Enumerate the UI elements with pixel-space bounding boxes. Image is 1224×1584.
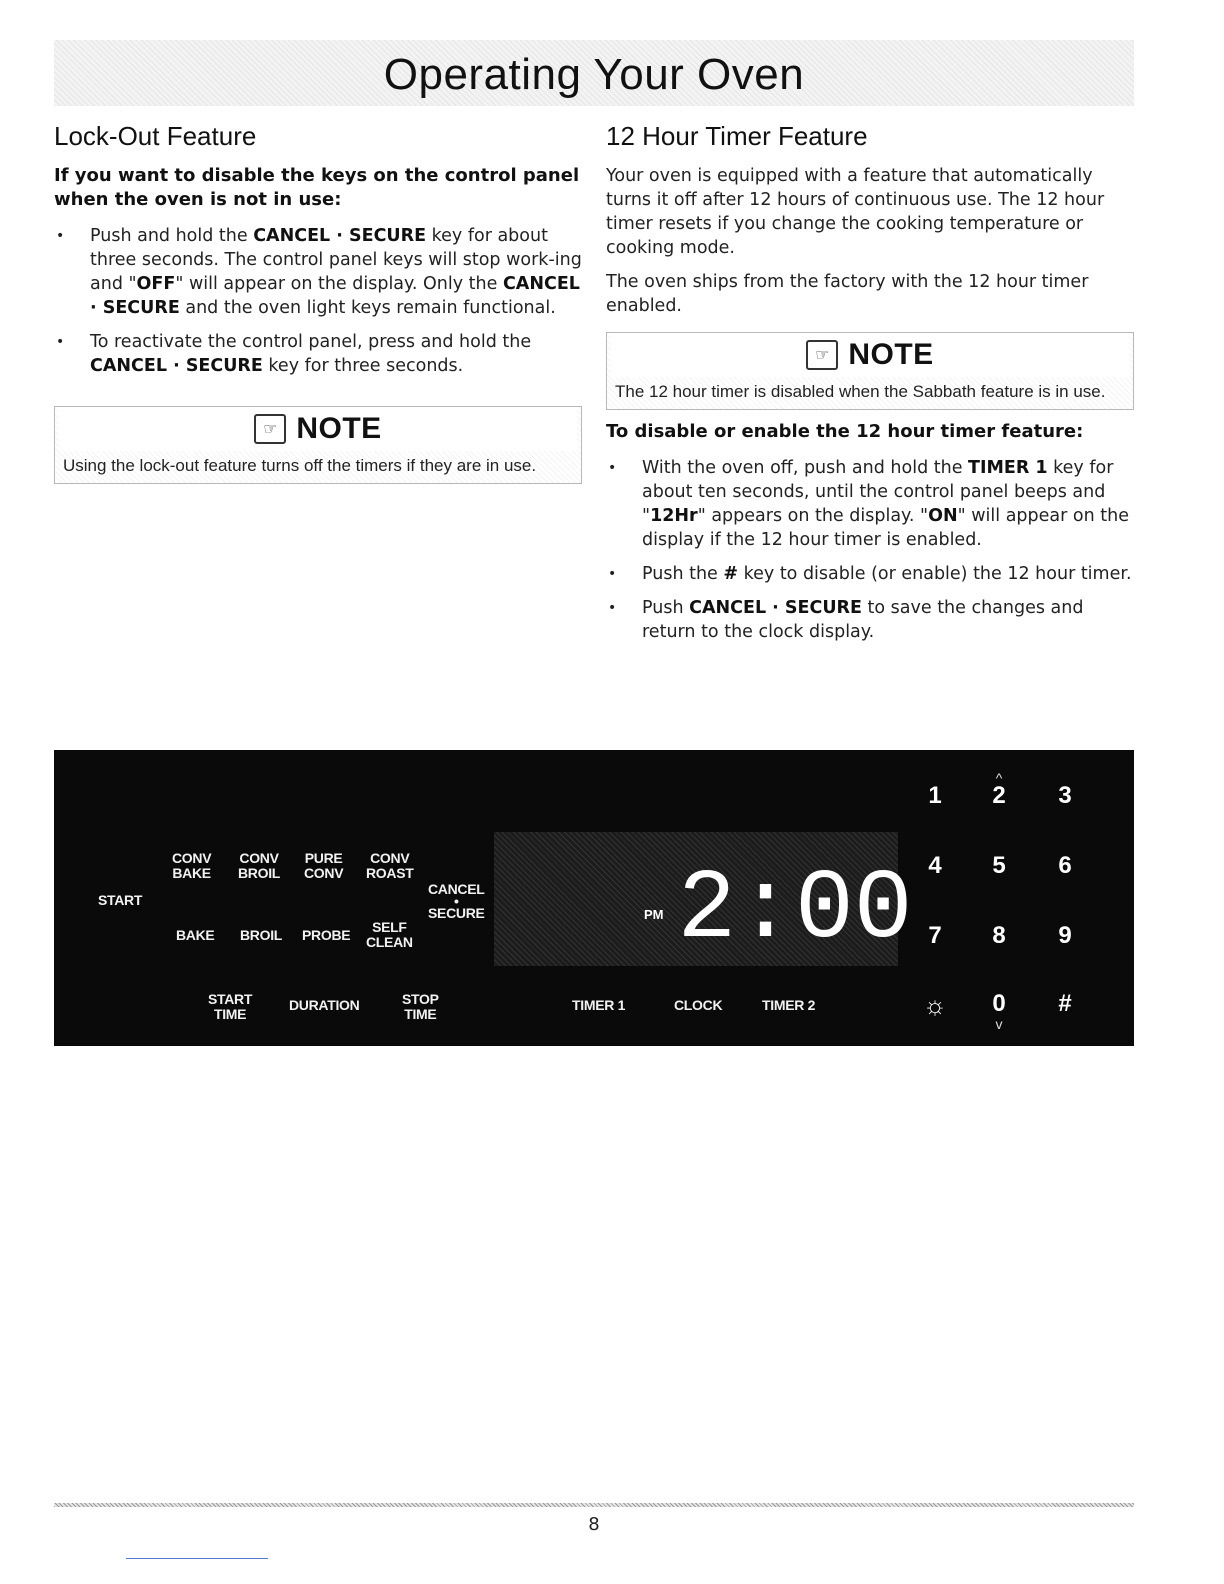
key-8[interactable]: 8 xyxy=(992,922,1006,949)
note-hand-icon: ☞ xyxy=(254,414,286,444)
lockout-section xyxy=(54,118,582,475)
clock-key[interactable]: CLOCK xyxy=(674,997,723,1013)
lockout-lead: If you want to disable the keys on the control panel when the oven is not in use: xyxy=(54,165,580,210)
light-bulb-icon[interactable]: ☼ xyxy=(923,990,947,1020)
timer12-section xyxy=(606,118,1134,654)
note-text: The 12 hour timer is disabled when the Sabbath feature is in use. xyxy=(615,382,1106,401)
key-2[interactable]: 2 xyxy=(992,782,1006,809)
probe-key[interactable]: PROBE xyxy=(302,927,351,943)
key-4[interactable]: 4 xyxy=(928,852,942,879)
time-readout xyxy=(677,848,913,966)
lockout-step-1: • Push and hold the CANCEL · SECURE key for about three seconds. The control panel keys will stop work-ing and "OFF" will appear on the display. Only the CANCEL · SECURE and the oven light keys remain functional. xyxy=(54,224,582,320)
oven-control-panel xyxy=(54,750,1134,1046)
title-banner xyxy=(54,40,1134,106)
conv-roast-key[interactable]: CONV ROAST xyxy=(366,850,414,881)
pm-indicator: PM xyxy=(644,907,664,922)
lockout-step-2: • To reactivate the control panel, press and hold the CANCEL · SECURE key for three seconds. xyxy=(54,330,582,378)
timer2-key[interactable]: TIMER 2 xyxy=(762,997,816,1013)
broil-key[interactable]: BROIL xyxy=(240,927,283,943)
note-text: Using the lock-out feature turns off the timers if they are in use. xyxy=(63,456,537,475)
key-3[interactable]: 3 xyxy=(1058,782,1072,809)
timer12-paragraph-1: Your oven is equipped with a feature that automatically turns it off after 12 hours of continuous use. The 12 hour timer resets if you change the cooking temperature or cooking mode. xyxy=(606,166,1105,258)
key-6[interactable]: 6 xyxy=(1058,852,1072,879)
footer-rule xyxy=(54,1503,1134,1507)
timer1-key[interactable]: TIMER 1 xyxy=(572,997,626,1013)
key-9[interactable]: 9 xyxy=(1058,922,1072,949)
stop-time-key[interactable]: STOP TIME xyxy=(402,991,439,1022)
timer12-heading: 12 Hour Timer Feature xyxy=(606,121,868,151)
pure-conv-key[interactable]: PURE CONV xyxy=(304,850,344,881)
timer12-step-1: • With the oven off, push and hold the TIMER 1 key for about ten seconds, until the control panel beeps and "12Hr" appears on the display. "ON" will appear on the display if the 12 hour timer is enabled. xyxy=(606,456,1134,552)
self-clean-key[interactable]: SELF CLEAN xyxy=(366,919,413,950)
start-time-key[interactable]: START TIME xyxy=(208,991,253,1022)
footer-link-underline xyxy=(126,1558,268,1559)
time-digits: 2:00 xyxy=(677,855,913,966)
clock-display xyxy=(494,832,913,966)
bake-key[interactable]: BAKE xyxy=(176,927,215,943)
timer12-paragraph-2: The oven ships from the factory with the 12 hour timer enabled. xyxy=(606,272,1089,316)
timer12-lead: To disable or enable the 12 hour timer feature: xyxy=(606,421,1084,442)
timer12-note xyxy=(606,332,1134,410)
conv-broil-key[interactable]: CONV BROIL xyxy=(238,850,281,881)
start-key[interactable]: START xyxy=(98,892,143,908)
key-0[interactable]: 0 xyxy=(992,990,1006,1017)
lockout-steps xyxy=(54,224,582,378)
page-title: Operating Your Oven xyxy=(383,50,805,99)
key-hash[interactable]: # xyxy=(1058,990,1072,1017)
timer12-step-2: • Push the # key to disable (or enable) the 12 hour timer. xyxy=(606,562,1134,586)
note-title: NOTE xyxy=(848,338,934,371)
down-arrow-icon: v xyxy=(995,1016,1003,1032)
note-hand-icon: ☞ xyxy=(806,340,838,370)
key-5[interactable]: 5 xyxy=(992,852,1006,879)
timer12-steps xyxy=(606,456,1134,644)
key-7[interactable]: 7 xyxy=(928,922,942,949)
duration-key[interactable]: DURATION xyxy=(289,997,360,1013)
cancel-secure-key[interactable]: CANCEL • SECURE xyxy=(428,881,485,921)
note-title: NOTE xyxy=(296,412,382,445)
lockout-heading: Lock-Out Feature xyxy=(54,121,257,151)
timer12-step-3: • Push CANCEL · SECURE to save the changes and return to the clock display. xyxy=(606,596,1134,644)
up-arrow-icon: ^ xyxy=(995,770,1003,786)
conv-bake-key[interactable]: CONV BAKE xyxy=(172,850,212,881)
page-number: 8 xyxy=(588,1514,600,1535)
lockout-note xyxy=(54,406,582,484)
key-1[interactable]: 1 xyxy=(928,782,942,809)
